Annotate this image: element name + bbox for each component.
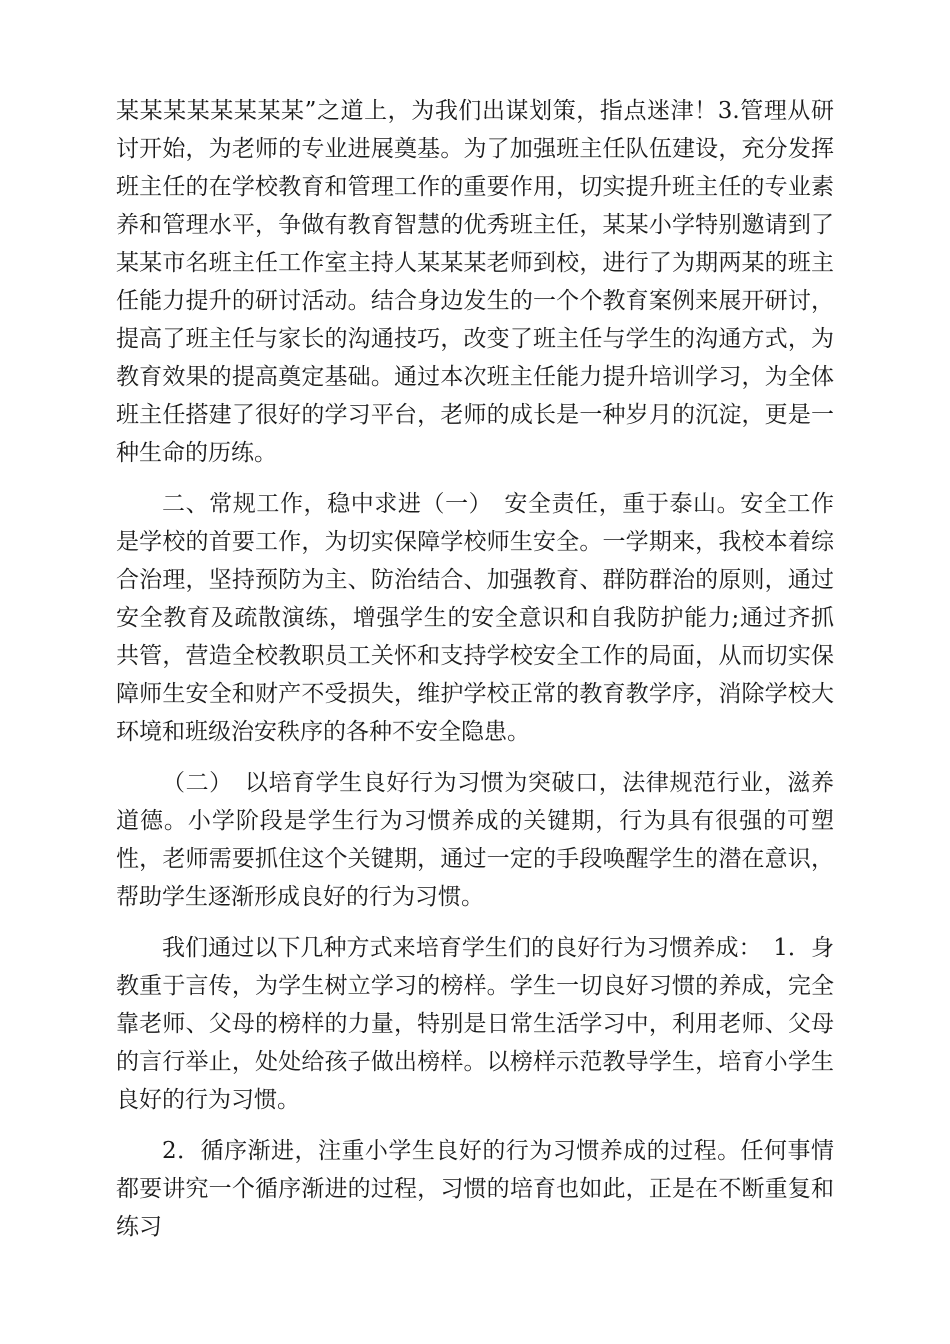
paragraph-1: 某某某某某某某某”之道上，为我们出谋划策，指点迷津！3.管理从研讨开始，为老师的专业进展奠基。为了加强班主任队伍建设，充分发挥班主任的在学校教育和管理工作的重要作用，切实提升班主任的专业素养和管理水平，争做有教育智慧的优秀班主任，某某小学特别邀请到了某某市名班主任工作室主持人某某某老师到校，进行了为期两某的班主任能力提升的研讨活动。结合身边发生的一个个教育案例来展开研讨，提高了班主任与家长的沟通技巧，改变了班主任与学生的沟通方式，为教育效果的提高奠定基础。通过本次班主任能力提升培训学习，为全体班主任搭建了很好的学习平台，老师的成长是一种岁月的沉淀，更是一种生命的历练。	[116, 98, 834, 466]
paragraph-spacer	[116, 751, 834, 764]
paragraph-4: 我们通过以下几种方式来培育学生们的良好行为习惯养成： 1．身教重于言传，为学生树立学习的榜样。学生一切良好习惯的养成，完全靠老师、父母的榜样的力量，特别是日常生活学习中，利用老师、父母的言行举止，处处给孩子做出榜样。以榜样示范教导学生，培育小学生良好的行为习惯。	[116, 935, 834, 1113]
document-page	[116, 92, 834, 1246]
paragraph-spacer	[116, 916, 834, 929]
paragraph-3: （二） 以培育学生良好行为习惯为突破口，法律规范行业，滋养道德。小学阶段是学生行为习惯养成的关键期，行为具有很强的可塑性，老师需要抓住这个关键期，通过一定的手段唤醒学生的潜在意识，帮助学生逐渐形成良好的行为习惯。	[116, 770, 834, 910]
paragraph-5: 2．循序渐进，注重小学生良好的行为习惯养成的过程。任何事情都要讲究一个循序渐进的过程，习惯的培育也如此，正是在不断重复和练习	[116, 1138, 834, 1240]
paragraph-spacer	[116, 1119, 834, 1132]
paragraph-2: 二、常规工作，稳中求进（一） 安全责任，重于泰山。安全工作是学校的首要工作，为切实保障学校师生安全。一学期来，我校本着综合治理，坚持预防为主、防治结合、加强教育、群防群治的原则，通过安全教育及疏散演练，增强学生的安全意识和自我防护能力;通过齐抓共管，营造全校教职员工关怀和支持学校安全工作的局面，从而切实保障师生安全和财产不受损失，维护学校正常的教育教学序，消除学校大环境和班级治安秩序的各种不安全隐患。	[116, 491, 834, 745]
paragraph-spacer	[116, 472, 834, 485]
